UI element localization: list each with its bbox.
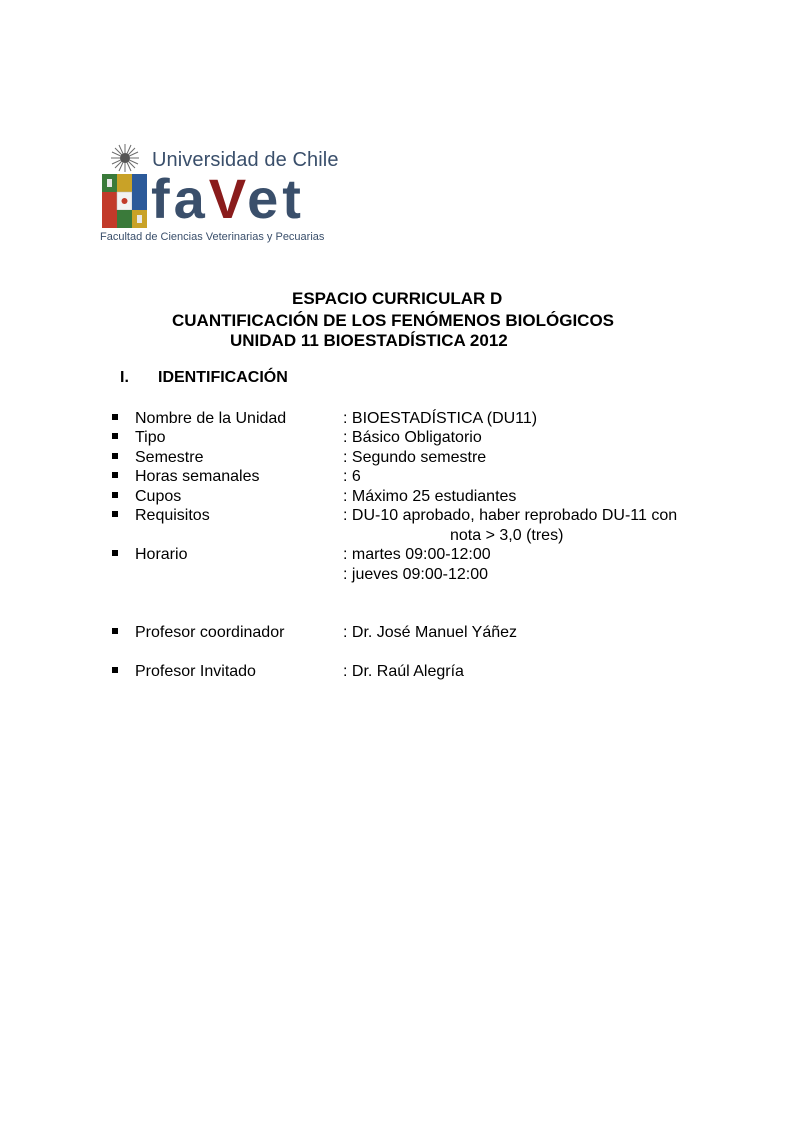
title-line-1: ESPACIO CURRICULAR D (292, 289, 503, 308)
bullet-icon (112, 414, 118, 420)
item-value: : Básico Obligatorio (343, 429, 482, 446)
item-label: Horas semanales (135, 468, 260, 485)
university-name: Universidad de Chile (152, 149, 339, 171)
item-value: : martes 09:00-12:00 (343, 546, 491, 563)
section-heading (120, 369, 288, 387)
item-value: : Dr. Raúl Alegría (343, 663, 464, 680)
item-value: : Dr. José Manuel Yáñez (343, 624, 518, 641)
bullet-icon (112, 433, 118, 439)
faculty-name: Facultad de Ciencias Veterinarias y Pecuarias (100, 231, 325, 243)
bullet-icon (112, 667, 118, 673)
brand-part-3: et (247, 167, 305, 230)
item-value: : 6 (343, 468, 361, 485)
title-line-3: UNIDAD 11 BIOESTADÍSTICA 2012 (230, 331, 508, 350)
item-value: : Máximo 25 estudiantes (343, 488, 517, 505)
item-value-continuation: nota > 3,0 (tres) (450, 527, 564, 544)
bullet-icon (112, 550, 118, 556)
faculty-logo (100, 142, 340, 248)
bullet-icon (112, 628, 118, 634)
bullet-icon (112, 472, 118, 478)
item-label: Horario (135, 546, 188, 563)
section-title: IDENTIFICACIÓN (158, 369, 288, 386)
title-line-2: CUANTIFICACIÓN DE LOS FENÓMENOS BIOLÓGICOS (172, 311, 615, 330)
university-seal-icon (100, 142, 150, 232)
section-number: I. (120, 369, 129, 386)
bullet-icon (112, 511, 118, 517)
item-label: Semestre (135, 449, 204, 466)
item-value-continuation: : jueves 09:00-12:00 (343, 566, 488, 583)
bullet-icon (112, 453, 118, 459)
brand-wordmark (151, 164, 305, 234)
item-value: : Segundo semestre (343, 449, 487, 466)
item-label: Nombre de la Unidad (135, 410, 287, 427)
item-label: Tipo (135, 429, 166, 446)
brand-part-2: V (208, 167, 248, 230)
item-value: : BIOESTADÍSTICA (DU11) (343, 410, 538, 427)
bullet-icon (112, 492, 118, 498)
item-label: Requisitos (135, 507, 210, 524)
item-value: : DU-10 aprobado, haber reprobado DU-11 con (343, 507, 678, 524)
item-label: Profesor coordinador (135, 624, 285, 641)
item-label: Profesor Invitado (135, 663, 256, 680)
brand-part-1: fa (151, 167, 209, 230)
item-label: Cupos (135, 488, 182, 505)
